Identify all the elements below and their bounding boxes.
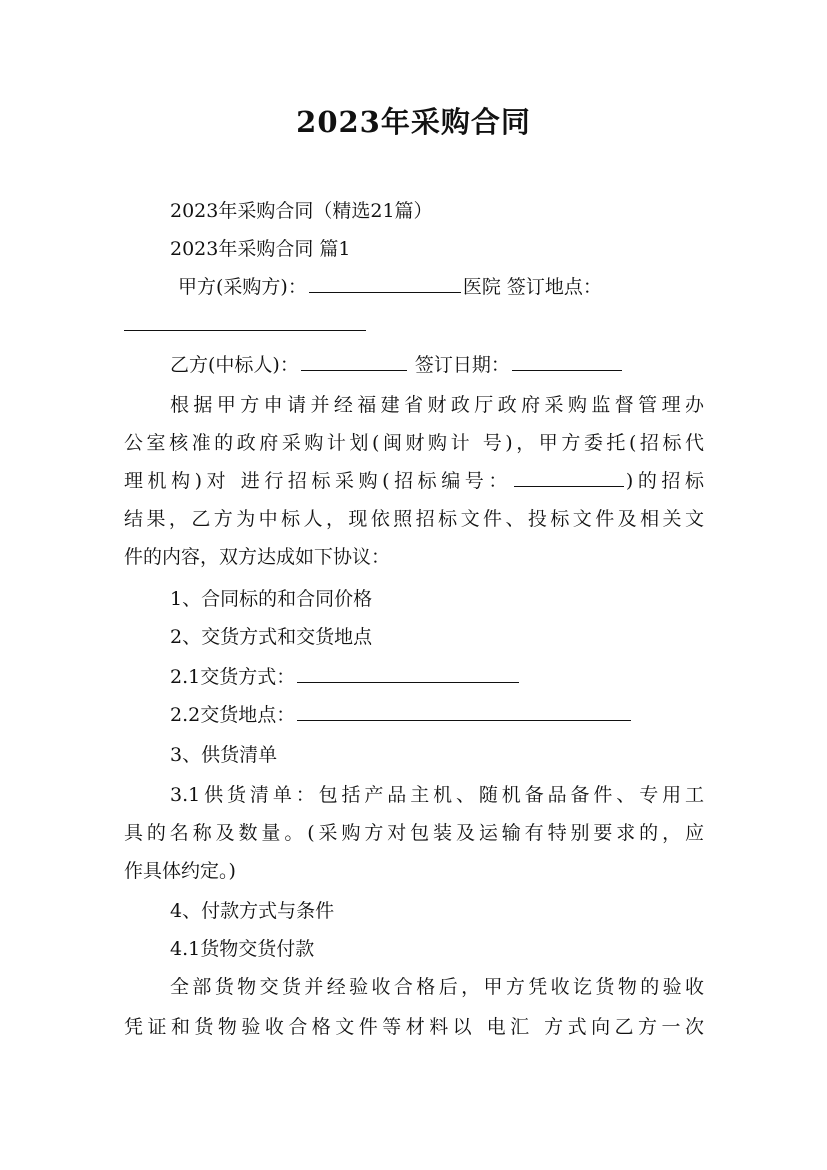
party-b-line: [170, 346, 704, 384]
sign-date-label: 签订日期：: [414, 354, 510, 376]
item-3-1-line-3: 作具体约定。): [124, 860, 236, 882]
intro-line-3: [124, 462, 704, 500]
payment-line-1: 全部货物交货并经验收合格后，甲方凭收讫货物的验收: [170, 976, 704, 998]
party-a-label: 甲方(采购方)：: [178, 276, 307, 298]
section-heading: 2023年采购合同 篇1: [170, 238, 351, 260]
item-2: 2、交货方式和交货地点: [170, 626, 373, 648]
party-a-blank: [309, 270, 461, 293]
payment-line-2: 凭证和货物验收合格文件等材料以 电汇 方式向乙方一次: [124, 1016, 704, 1038]
item-2-2-label: 2.2交货地点：: [170, 704, 296, 726]
party-b-blank: [301, 348, 407, 371]
item-2-2-line: [170, 696, 704, 734]
delivery-method-blank: [297, 660, 519, 683]
intro-line-2: 公室核准的政府采购计划(闽财购计 号)，甲方委托(招标代: [124, 432, 704, 454]
intro-line-1: 根据甲方申请并经福建省财政厅政府采购监督管理办: [170, 394, 704, 416]
item-4: 4、付款方式与条件: [170, 900, 335, 922]
item-2-1-line: [170, 658, 704, 696]
intro-line-3-prefix: 理机构)对 进行招标采购(招标编号：: [124, 470, 512, 492]
item-3: 3、供货清单: [170, 744, 278, 766]
party-a-line: [178, 268, 704, 306]
tender-number-blank: [514, 464, 624, 487]
party-b-label: 乙方(中标人)：: [170, 354, 299, 376]
intro-line-5: 件的内容，双方达成如下协议：: [124, 546, 391, 568]
sign-place-blank: [124, 308, 366, 331]
party-a-suffix: 医院 签订地点：: [462, 276, 602, 298]
delivery-place-blank: [297, 698, 631, 721]
item-3-1-line-1: 3.1供货清单：包括产品主机、随机备品备件、专用工: [170, 784, 704, 806]
item-2-1-label: 2.1交货方式：: [170, 666, 296, 688]
item-3-1-line-2: 具的名称及数量。(采购方对包装及运输有特别要求的，应: [124, 822, 704, 844]
sign-date-blank: [512, 348, 622, 371]
document-subtitle: 2023年采购合同（精选21篇）: [170, 200, 433, 222]
intro-line-4: 结果，乙方为中标人，现依照招标文件、投标文件及相关文: [124, 508, 704, 530]
document-title: 2023年采购合同: [296, 105, 531, 139]
intro-line-3-suffix: )的招标: [625, 470, 704, 492]
sign-place-line: [124, 306, 704, 344]
item-1: 1、合同标的和合同价格: [170, 588, 373, 610]
item-4-1: 4.1货物交货付款: [170, 938, 315, 960]
